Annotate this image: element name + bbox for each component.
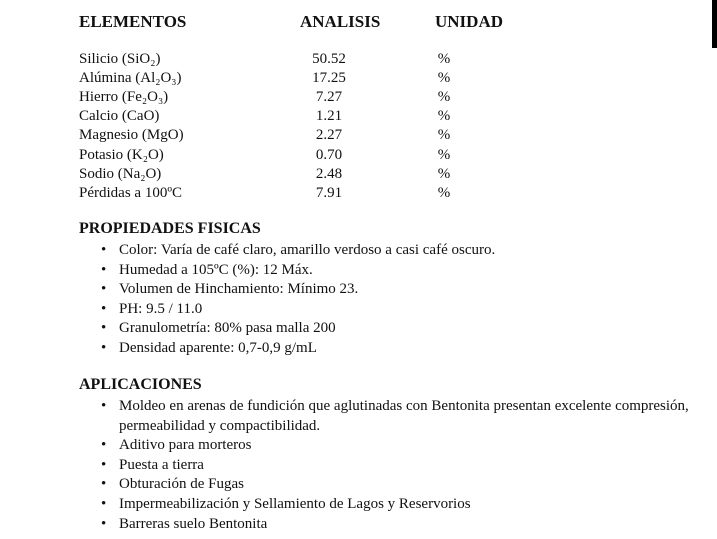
element-name: Pérdidas a 100ºC	[79, 184, 182, 201]
list-item-text: PH: 9.5 / 11.0	[119, 300, 203, 317]
list-item	[79, 339, 689, 359]
bullet-icon: •	[101, 437, 107, 454]
list-item-text: Moldeo en arenas de fundición que aglutinadas con Bentonita presentan excelente compresión, permeabilidad y compactibilidad.	[119, 398, 689, 434]
list-item	[79, 436, 689, 456]
analysis-value: 17.25	[312, 70, 346, 87]
applications-list	[79, 397, 689, 534]
list-item	[79, 397, 689, 436]
table-row	[79, 88, 509, 107]
bullet-icon: •	[101, 281, 107, 298]
bullet-icon: •	[101, 456, 107, 473]
window-edge-shadow	[712, 0, 717, 48]
list-item-text: Granulometría: 80% pasa malla 200	[119, 320, 336, 337]
analysis-value: 50.52	[312, 51, 346, 68]
physical-properties-title: PROPIEDADES FISICAS	[79, 220, 261, 237]
list-item-text: Volumen de Hinchamiento: Mínimo 23.	[119, 281, 359, 298]
list-item-text: Densidad aparente: 0,7-0,9 g/mL	[119, 339, 317, 356]
table-row	[79, 126, 509, 145]
list-item	[79, 261, 689, 281]
list-item	[79, 241, 689, 261]
analysis-value: 0.70	[315, 146, 343, 163]
table-row	[79, 184, 509, 203]
list-item	[79, 475, 689, 495]
applications-title: APLICACIONES	[79, 376, 202, 393]
header-elementos: ELEMENTOS	[79, 12, 187, 31]
table-row	[79, 69, 509, 88]
unit-value: %	[437, 146, 451, 163]
list-item-text: Color: Varía de café claro, amarillo verdoso a casi café oscuro.	[119, 242, 496, 258]
bullet-icon: •	[101, 261, 107, 278]
table-row	[79, 107, 509, 126]
analysis-value: 2.27	[315, 127, 343, 144]
header-unidad: UNIDAD	[435, 12, 503, 31]
physical-properties-list	[79, 241, 689, 359]
table-row	[79, 145, 509, 164]
list-item-text: Puesta a tierra	[119, 456, 204, 473]
bullet-icon: •	[101, 320, 107, 337]
list-item-text: Barreras suelo Bentonita	[119, 515, 268, 532]
unit-value: %	[437, 70, 451, 87]
unit-value: %	[437, 89, 451, 106]
unit-value: %	[437, 108, 451, 125]
bullet-icon: •	[101, 495, 107, 512]
list-item	[79, 515, 689, 535]
list-item	[79, 456, 689, 476]
bullet-icon: •	[101, 476, 107, 493]
list-item-text: Aditivo para morteros	[119, 437, 252, 454]
table-row	[79, 165, 509, 184]
list-item	[79, 280, 689, 300]
list-item-text: Obturación de Fugas	[119, 476, 244, 493]
element-name: Potasio (K₂O)	[79, 146, 164, 163]
list-item-text: Humedad a 105ºC (%): 12 Máx.	[119, 261, 313, 278]
list-item	[79, 319, 689, 339]
list-item	[79, 300, 689, 320]
element-name: Alúmina (Al₂O₃)	[79, 70, 182, 87]
bullet-icon: •	[101, 300, 107, 317]
bullet-icon: •	[101, 515, 107, 532]
element-name: Silicio (SiO₂)	[79, 51, 161, 68]
analysis-value: 7.91	[315, 184, 343, 201]
element-name: Sodio (Na₂O)	[79, 165, 162, 182]
unit-value: %	[437, 184, 451, 201]
header-analisis: ANALISIS	[300, 12, 381, 31]
unit-value: %	[437, 165, 451, 182]
element-name: Hierro (Fe₂O₃)	[79, 89, 169, 106]
analysis-value: 7.27	[315, 89, 343, 106]
list-item	[79, 495, 689, 515]
unit-value: %	[437, 127, 451, 144]
bullet-icon: •	[101, 339, 107, 356]
bullet-icon: •	[101, 242, 107, 258]
analysis-value: 1.21	[315, 108, 343, 125]
analysis-value: 2.48	[315, 165, 343, 182]
list-item-text: Impermeabilización y Sellamiento de Lagos y Reservorios	[119, 495, 471, 512]
table-row	[79, 50, 509, 69]
element-name: Calcio (CaO)	[79, 108, 160, 125]
element-name: Magnesio (MgO)	[79, 127, 184, 144]
analysis-table	[79, 50, 509, 203]
bullet-icon: •	[101, 398, 107, 414]
unit-value: %	[437, 51, 451, 68]
